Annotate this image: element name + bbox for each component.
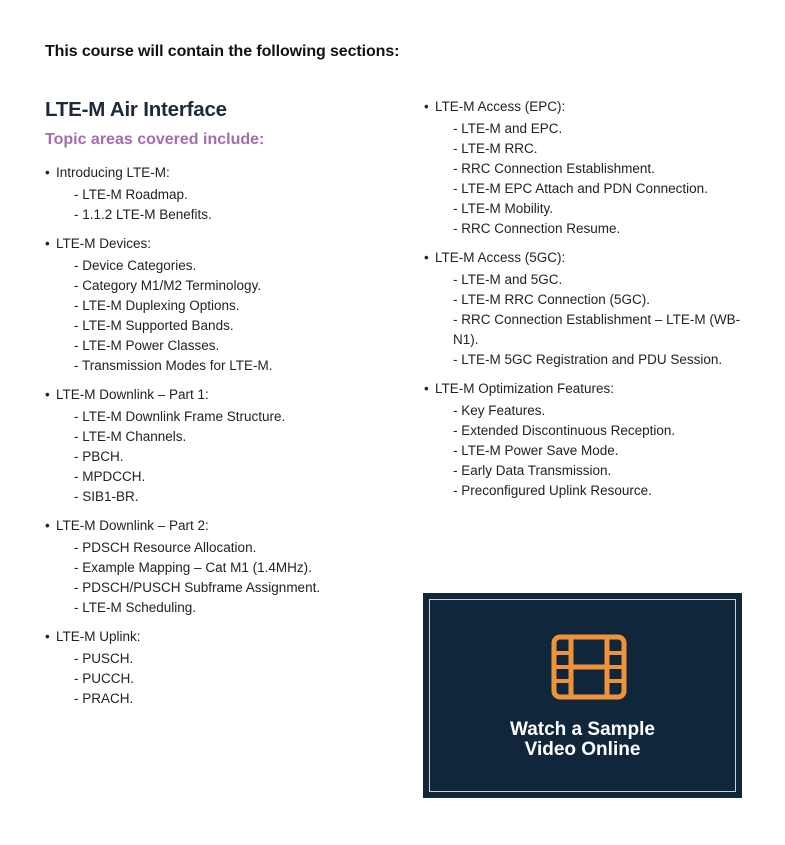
topic-item: - PRACH. — [74, 691, 134, 706]
topic-item: - LTE-M EPC Attach and PDN Connection. — [453, 181, 708, 196]
topic-item: - Example Mapping – Cat M1 (1.4MHz). — [74, 560, 312, 575]
topic-item: - PUCCH. — [74, 671, 134, 686]
topic-item: N1). — [453, 332, 479, 347]
section-heading-text: LTE-M Access (5GC): — [435, 250, 566, 265]
topic-item: - Preconfigured Uplink Resource. — [453, 483, 652, 498]
section-heading — [424, 248, 764, 268]
watch-video-line1: Watch a Sample — [509, 719, 655, 740]
bullet-icon: • — [45, 236, 50, 251]
section-heading-text: LTE-M Downlink – Part 2: — [56, 518, 209, 533]
course-section — [45, 627, 405, 709]
course-section — [45, 385, 405, 507]
course-section — [45, 163, 405, 225]
topic-item: - LTE-M Downlink Frame Structure. — [74, 409, 286, 424]
topic-item: - LTE-M Power Save Mode. — [453, 443, 619, 458]
topic-item: - LTE-M and 5GC. — [453, 272, 563, 287]
topic-item: - LTE-M 5GC Registration and PDU Session. — [453, 352, 723, 367]
section-heading-text: LTE-M Devices: — [56, 236, 152, 251]
topic-item: - Key Features. — [453, 403, 546, 418]
topic-item: - LTE-M RRC. — [453, 141, 538, 156]
topic-list — [424, 270, 764, 370]
topic-item: - LTE-M Duplexing Options. — [74, 298, 240, 313]
section-heading-text: LTE-M Downlink – Part 1: — [56, 387, 209, 402]
bullet-icon: • — [424, 99, 429, 114]
section-heading — [424, 379, 764, 399]
topic-list — [45, 407, 405, 507]
topic-item: - LTE-M and EPC. — [453, 121, 563, 136]
film-strip-icon — [551, 634, 627, 700]
topic-item: - LTE-M Channels. — [74, 429, 187, 444]
topic-list — [424, 401, 764, 501]
topic-item: - PDSCH/PUSCH Subframe Assignment. — [74, 580, 321, 595]
intro-text: This course will contain the following sections: — [45, 43, 400, 60]
topic-item: - LTE-M Roadmap. — [74, 187, 188, 202]
bullet-icon: • — [45, 518, 50, 533]
topic-item: - PUSCH. — [74, 651, 134, 666]
topic-item: - Extended Discontinuous Reception. — [453, 423, 676, 438]
course-section — [45, 234, 405, 376]
topic-list — [45, 538, 405, 618]
topic-item: - Category M1/M2 Terminology. — [74, 278, 262, 293]
topic-item: - LTE-M Power Classes. — [74, 338, 220, 353]
bullet-icon: • — [45, 629, 50, 644]
section-heading — [45, 385, 405, 405]
course-section — [424, 248, 764, 370]
topic-item: - LTE-M RRC Connection (5GC). — [453, 292, 651, 307]
watch-video-label — [430, 720, 735, 760]
section-heading — [45, 234, 405, 254]
watch-video-button[interactable] — [423, 593, 742, 798]
topic-item: - RRC Connection Establishment – LTE-M (WB- — [453, 312, 741, 327]
course-section — [424, 97, 764, 239]
topic-item: - RRC Connection Establishment. — [453, 161, 655, 176]
course-section — [424, 379, 764, 501]
section-heading — [424, 97, 764, 117]
section-heading-text: LTE-M Uplink: — [56, 629, 141, 644]
left-column — [45, 163, 405, 718]
topic-item: - MPDCCH. — [74, 469, 146, 484]
topic-item: - LTE-M Supported Bands. — [74, 318, 234, 333]
bullet-icon: • — [45, 165, 50, 180]
topic-item: - Device Categories. — [74, 258, 197, 273]
topic-item: - PBCH. — [74, 449, 124, 464]
section-heading-text: LTE-M Optimization Features: — [435, 381, 615, 396]
topic-item: - PDSCH Resource Allocation. — [74, 540, 257, 555]
topic-areas-subtitle: Topic areas covered include: — [45, 131, 265, 148]
bullet-icon: • — [45, 387, 50, 402]
watch-video-line2: Video Online — [524, 739, 641, 760]
page-title: LTE-M Air Interface — [45, 98, 227, 121]
section-heading — [45, 516, 405, 536]
topic-list — [45, 256, 405, 376]
topic-list — [45, 649, 405, 709]
topic-item: - SIB1-BR. — [74, 489, 139, 504]
right-column — [424, 97, 764, 510]
topic-item: - RRC Connection Resume. — [453, 221, 621, 236]
course-section — [45, 516, 405, 618]
topic-item: - 1.1.2 LTE-M Benefits. — [74, 207, 212, 222]
bullet-icon: • — [424, 381, 429, 396]
section-heading-text: LTE-M Access (EPC): — [435, 99, 566, 114]
topic-item: - Transmission Modes for LTE-M. — [74, 358, 273, 373]
video-card-frame — [429, 599, 736, 792]
topic-list — [45, 185, 405, 225]
topic-item: - LTE-M Scheduling. — [74, 600, 197, 615]
topic-list — [424, 119, 764, 239]
topic-item: - Early Data Transmission. — [453, 463, 612, 478]
section-heading — [45, 627, 405, 647]
section-heading-text: Introducing LTE-M: — [56, 165, 170, 180]
topic-item: - LTE-M Mobility. — [453, 201, 554, 216]
bullet-icon: • — [424, 250, 429, 265]
section-heading — [45, 163, 405, 183]
